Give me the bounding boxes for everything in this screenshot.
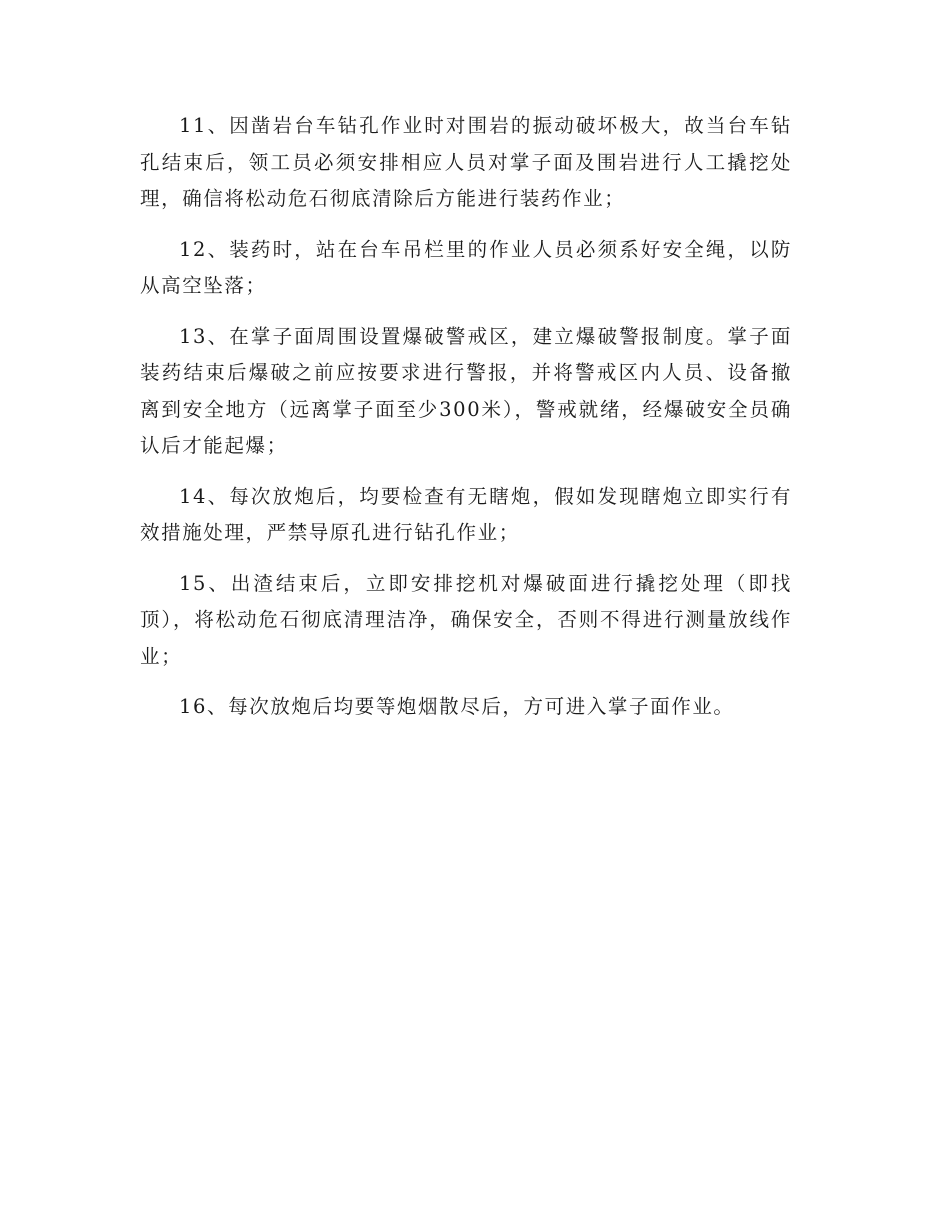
- paragraph-13: 13、在掌子面周围设置爆破警戒区，建立爆破警报制度。掌子面装药结束后爆破之前应按要求进行警报，并将警戒区内人员、设备撤离到安全地方（远离掌子面至少300米），警戒就绪，经爆破安全员确认后才能起爆；: [140, 324, 792, 457]
- paragraph-12: 12、装药时，站在台车吊栏里的作业人员必须系好安全绳，以防从高空坠落；: [140, 237, 792, 297]
- paragraph-14: 14、每次放炮后，均要检查有无瞎炮，假如发现瞎炮立即实行有效措施处理，严禁导原孔进行钻孔作业；: [140, 484, 792, 544]
- paragraph-11: 11、因凿岩台车钻孔作业时对围岩的振动破坏极大，故当台车钻孔结束后，领工员必须安排相应人员对掌子面及围岩进行人工撬挖处理，确信将松动危石彻底清除后方能进行装药作业；: [140, 114, 792, 210]
- document-body: [140, 108, 792, 740]
- paragraph-15: 15、出渣结束后，立即安排挖机对爆破面进行撬挖处理（即找顶），将松动危石彻底清理洁净，确保安全，否则不得进行测量放线作业；: [140, 571, 792, 668]
- paragraph-16: 16、每次放炮后均要等炮烟散尽后，方可进入掌子面作业。: [179, 695, 735, 718]
